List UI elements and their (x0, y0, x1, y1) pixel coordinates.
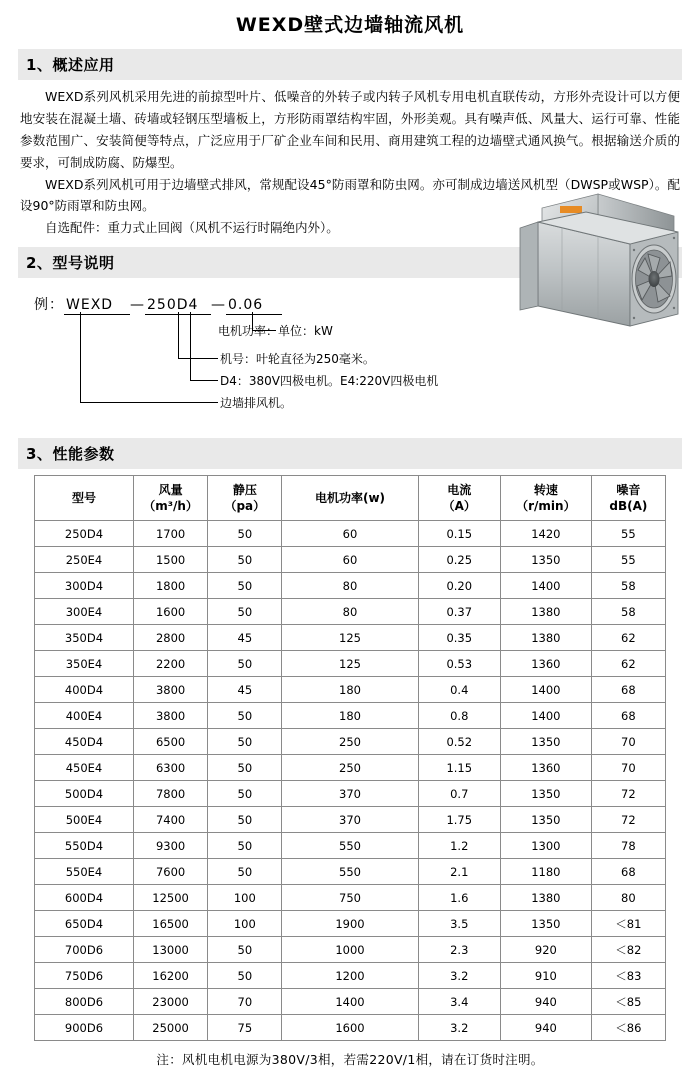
table-cell: 1400 (501, 703, 592, 729)
col-header-motor-power: 电机功率(w) (282, 476, 418, 521)
table-cell: 0.15 (418, 521, 500, 547)
table-cell: 50 (208, 651, 282, 677)
table-cell: 6500 (133, 729, 207, 755)
table-cell: 23000 (133, 989, 207, 1015)
table-cell: 68 (591, 703, 665, 729)
table-cell: 300D4 (35, 573, 134, 599)
model-example-prefix: 例： (34, 297, 64, 314)
table-cell: 3800 (133, 677, 207, 703)
table-cell: 920 (501, 937, 592, 963)
section-3-number: 3、 (26, 445, 53, 464)
col-header-model: 型号 (35, 476, 134, 521)
table-cell: 1400 (501, 677, 592, 703)
table-row (35, 703, 666, 729)
table-cell: 2.3 (418, 937, 500, 963)
table-cell: 180 (282, 677, 418, 703)
table-cell: 3.5 (418, 911, 500, 937)
table-cell: 2200 (133, 651, 207, 677)
table-cell: 0.8 (418, 703, 500, 729)
table-cell: 60 (282, 521, 418, 547)
col-header-current: 电流 （A） (418, 476, 500, 521)
table-row (35, 729, 666, 755)
table-row (35, 599, 666, 625)
model-token-power: 0.06 (226, 297, 282, 315)
table-row (35, 651, 666, 677)
table-cell: 1300 (501, 833, 592, 859)
table-cell: 50 (208, 859, 282, 885)
table-cell: 0.53 (418, 651, 500, 677)
table-row (35, 833, 666, 859)
table-cell: 1420 (501, 521, 592, 547)
table-cell: 50 (208, 729, 282, 755)
table-cell: 16500 (133, 911, 207, 937)
table-row (35, 963, 666, 989)
table-cell: 1.15 (418, 755, 500, 781)
table-cell: 75 (208, 1015, 282, 1041)
table-cell: 60 (282, 547, 418, 573)
table-cell: 72 (591, 807, 665, 833)
table-cell: 62 (591, 651, 665, 677)
table-cell: 0.7 (418, 781, 500, 807)
table-cell: 370 (282, 807, 418, 833)
table-cell: 125 (282, 625, 418, 651)
table-cell: 250E4 (35, 547, 134, 573)
table-cell: 45 (208, 625, 282, 651)
table-cell: 80 (282, 573, 418, 599)
table-row (35, 1015, 666, 1041)
table-cell: ＜85 (591, 989, 665, 1015)
table-cell: 650D4 (35, 911, 134, 937)
table-cell: 16200 (133, 963, 207, 989)
table-cell: 300E4 (35, 599, 134, 625)
table-cell: 70 (208, 989, 282, 1015)
table-cell: 6300 (133, 755, 207, 781)
table-cell: 13000 (133, 937, 207, 963)
table-cell: 50 (208, 833, 282, 859)
table-cell: 940 (501, 989, 592, 1015)
table-cell: 3.4 (418, 989, 500, 1015)
table-cell: 910 (501, 963, 592, 989)
table-row (35, 677, 666, 703)
table-cell: 1360 (501, 651, 592, 677)
table-cell: 940 (501, 1015, 592, 1041)
model-token-size: 250D4 (145, 297, 211, 315)
table-cell: 1400 (282, 989, 418, 1015)
table-cell: 1.75 (418, 807, 500, 833)
model-token-series: WEXD (64, 297, 130, 315)
table-cell: 1200 (282, 963, 418, 989)
table-cell: 1000 (282, 937, 418, 963)
model-explanation-block (18, 284, 682, 444)
table-cell: 1500 (133, 547, 207, 573)
table-cell: ＜81 (591, 911, 665, 937)
table-cell: 45 (208, 677, 282, 703)
table-cell: 2800 (133, 625, 207, 651)
table-cell: 700D6 (35, 937, 134, 963)
table-row (35, 781, 666, 807)
table-cell: 12500 (133, 885, 207, 911)
table-cell: 550 (282, 833, 418, 859)
table-cell: 25000 (133, 1015, 207, 1041)
table-cell: 100 (208, 911, 282, 937)
table-row (35, 911, 666, 937)
model-annotation-power: 电机功率：单位：kW (218, 324, 333, 339)
model-annotation-type: 边墙排风机。 (220, 396, 293, 411)
section-3-heading: 性能参数 (52, 445, 115, 464)
table-cell: 500D4 (35, 781, 134, 807)
table-cell: 68 (591, 677, 665, 703)
table-cell: 1400 (501, 573, 592, 599)
table-cell: 7400 (133, 807, 207, 833)
table-cell: 50 (208, 599, 282, 625)
table-cell: ＜82 (591, 937, 665, 963)
table-cell: 50 (208, 781, 282, 807)
table-row (35, 859, 666, 885)
table-cell: 350D4 (35, 625, 134, 651)
table-cell: 1380 (501, 885, 592, 911)
table-cell: 1700 (133, 521, 207, 547)
table-cell: 80 (591, 885, 665, 911)
overview-paragraph-1: WEXD系列风机采用先进的前掠型叶片、低噪音的外转子或内转子风机专用电机直联传动，方形外壳设计可以方便地安装在混凝土墙、砖墙或轻钢压型墙板上，方形防雨罩结构牢固，外形美观。具有噪声低、风量大、运行可靠、性能参数范围广、安装简便等特点，广泛应用于厂矿企业车间和民用、商用建筑工程的边墙壁式通风换气。根据输送介质的要求，可制成防腐、防爆型。 (20, 89, 680, 170)
table-cell: 0.37 (418, 599, 500, 625)
table-cell: 1180 (501, 859, 592, 885)
table-cell: 1380 (501, 599, 592, 625)
table-cell: 1350 (501, 781, 592, 807)
table-cell: 600D4 (35, 885, 134, 911)
table-cell: 68 (591, 859, 665, 885)
table-cell: 400D4 (35, 677, 134, 703)
table-cell: 1360 (501, 755, 592, 781)
section-1-number: 1、 (26, 56, 53, 74)
table-cell: ＜86 (591, 1015, 665, 1041)
section-header-overview (18, 49, 682, 80)
table-cell: 55 (591, 547, 665, 573)
model-example-line (34, 294, 282, 315)
table-cell: 0.35 (418, 625, 500, 651)
table-cell: ＜83 (591, 963, 665, 989)
table-cell: 3.2 (418, 963, 500, 989)
table-cell: 1900 (282, 911, 418, 937)
table-cell: 78 (591, 833, 665, 859)
section-2-number: 2、 (26, 254, 53, 273)
table-cell: 70 (591, 729, 665, 755)
table-cell: 550E4 (35, 859, 134, 885)
section-2-heading: 型号说明 (52, 254, 115, 273)
table-cell: 80 (282, 599, 418, 625)
model-token-dash-2: — (211, 297, 226, 314)
table-cell: 550D4 (35, 833, 134, 859)
table-cell: 1380 (501, 625, 592, 651)
performance-table-body (35, 521, 666, 1041)
table-cell: 1600 (133, 599, 207, 625)
table-row (35, 547, 666, 573)
table-row (35, 521, 666, 547)
table-cell: 250 (282, 729, 418, 755)
table-cell: 0.52 (418, 729, 500, 755)
section-1-heading: 概述应用 (52, 56, 115, 74)
table-cell: 50 (208, 521, 282, 547)
table-row (35, 937, 666, 963)
table-cell: 50 (208, 963, 282, 989)
table-cell: 2.1 (418, 859, 500, 885)
table-cell: 3800 (133, 703, 207, 729)
table-cell: 1350 (501, 547, 592, 573)
table-cell: 500E4 (35, 807, 134, 833)
table-cell: 350E4 (35, 651, 134, 677)
table-cell: 750D6 (35, 963, 134, 989)
table-cell: 50 (208, 547, 282, 573)
table-cell: 7600 (133, 859, 207, 885)
table-cell: 50 (208, 755, 282, 781)
table-cell: 50 (208, 807, 282, 833)
model-token-dash-1: — (130, 297, 145, 314)
table-row (35, 989, 666, 1015)
table-cell: 1.6 (418, 885, 500, 911)
table-cell: 1350 (501, 911, 592, 937)
col-header-airflow: 风量 （m³/h） (133, 476, 207, 521)
table-cell: 1800 (133, 573, 207, 599)
table-cell: 50 (208, 703, 282, 729)
table-header-row (35, 476, 666, 521)
table-row (35, 807, 666, 833)
table-cell: 1350 (501, 729, 592, 755)
table-cell: 180 (282, 703, 418, 729)
table-cell: 0.4 (418, 677, 500, 703)
table-cell: 450E4 (35, 755, 134, 781)
table-cell: 1350 (501, 807, 592, 833)
table-cell: 55 (591, 521, 665, 547)
model-annotation-size: 机号：叶轮直径为250毫米。 (220, 352, 375, 367)
table-cell: 0.25 (418, 547, 500, 573)
table-cell: 450D4 (35, 729, 134, 755)
table-cell: 7800 (133, 781, 207, 807)
table-cell: 750 (282, 885, 418, 911)
table-cell: 400E4 (35, 703, 134, 729)
table-cell: 0.20 (418, 573, 500, 599)
table-row (35, 573, 666, 599)
table-cell: 1.2 (418, 833, 500, 859)
table-cell: 550 (282, 859, 418, 885)
table-cell: 58 (591, 599, 665, 625)
model-annotation-motor: D4：380V四极电机。E4:220V四极电机 (220, 374, 439, 389)
col-header-speed: 转速 （r/min） (501, 476, 592, 521)
page-title: WEXD壁式边墙轴流风机 (235, 14, 465, 36)
table-cell: 72 (591, 781, 665, 807)
table-cell: 1600 (282, 1015, 418, 1041)
col-header-pressure: 静压 （pa） (208, 476, 282, 521)
table-cell: 250D4 (35, 521, 134, 547)
table-cell: 62 (591, 625, 665, 651)
col-header-noise: 噪音 dB(A) (591, 476, 665, 521)
table-row (35, 885, 666, 911)
table-cell: 100 (208, 885, 282, 911)
table-cell: 900D6 (35, 1015, 134, 1041)
table-cell: 50 (208, 573, 282, 599)
table-cell: 58 (591, 573, 665, 599)
table-note: 注：风机电机电源为380V/3相，若需220V/1相，请在订货时注明。 (156, 1052, 544, 1068)
table-cell: 250 (282, 755, 418, 781)
table-cell: 50 (208, 937, 282, 963)
performance-table (34, 475, 666, 1041)
table-cell: 3.2 (418, 1015, 500, 1041)
table-cell: 125 (282, 651, 418, 677)
table-cell: 70 (591, 755, 665, 781)
table-row (35, 755, 666, 781)
overview-paragraph-2: WEXD系列风机可用于边墙壁式排风，常规配设45°防雨罩和防虫网。亦可制成边墙送风机型（DWSP或WSP）。配设90°防雨罩和防虫网。 (20, 176, 680, 214)
table-cell: 800D6 (35, 989, 134, 1015)
table-cell: 9300 (133, 833, 207, 859)
table-row (35, 625, 666, 651)
overview-paragraph-3: 自选配件：重力式止回阀（风机不运行时隔绝内外）。 (45, 220, 339, 236)
table-cell: 370 (282, 781, 418, 807)
